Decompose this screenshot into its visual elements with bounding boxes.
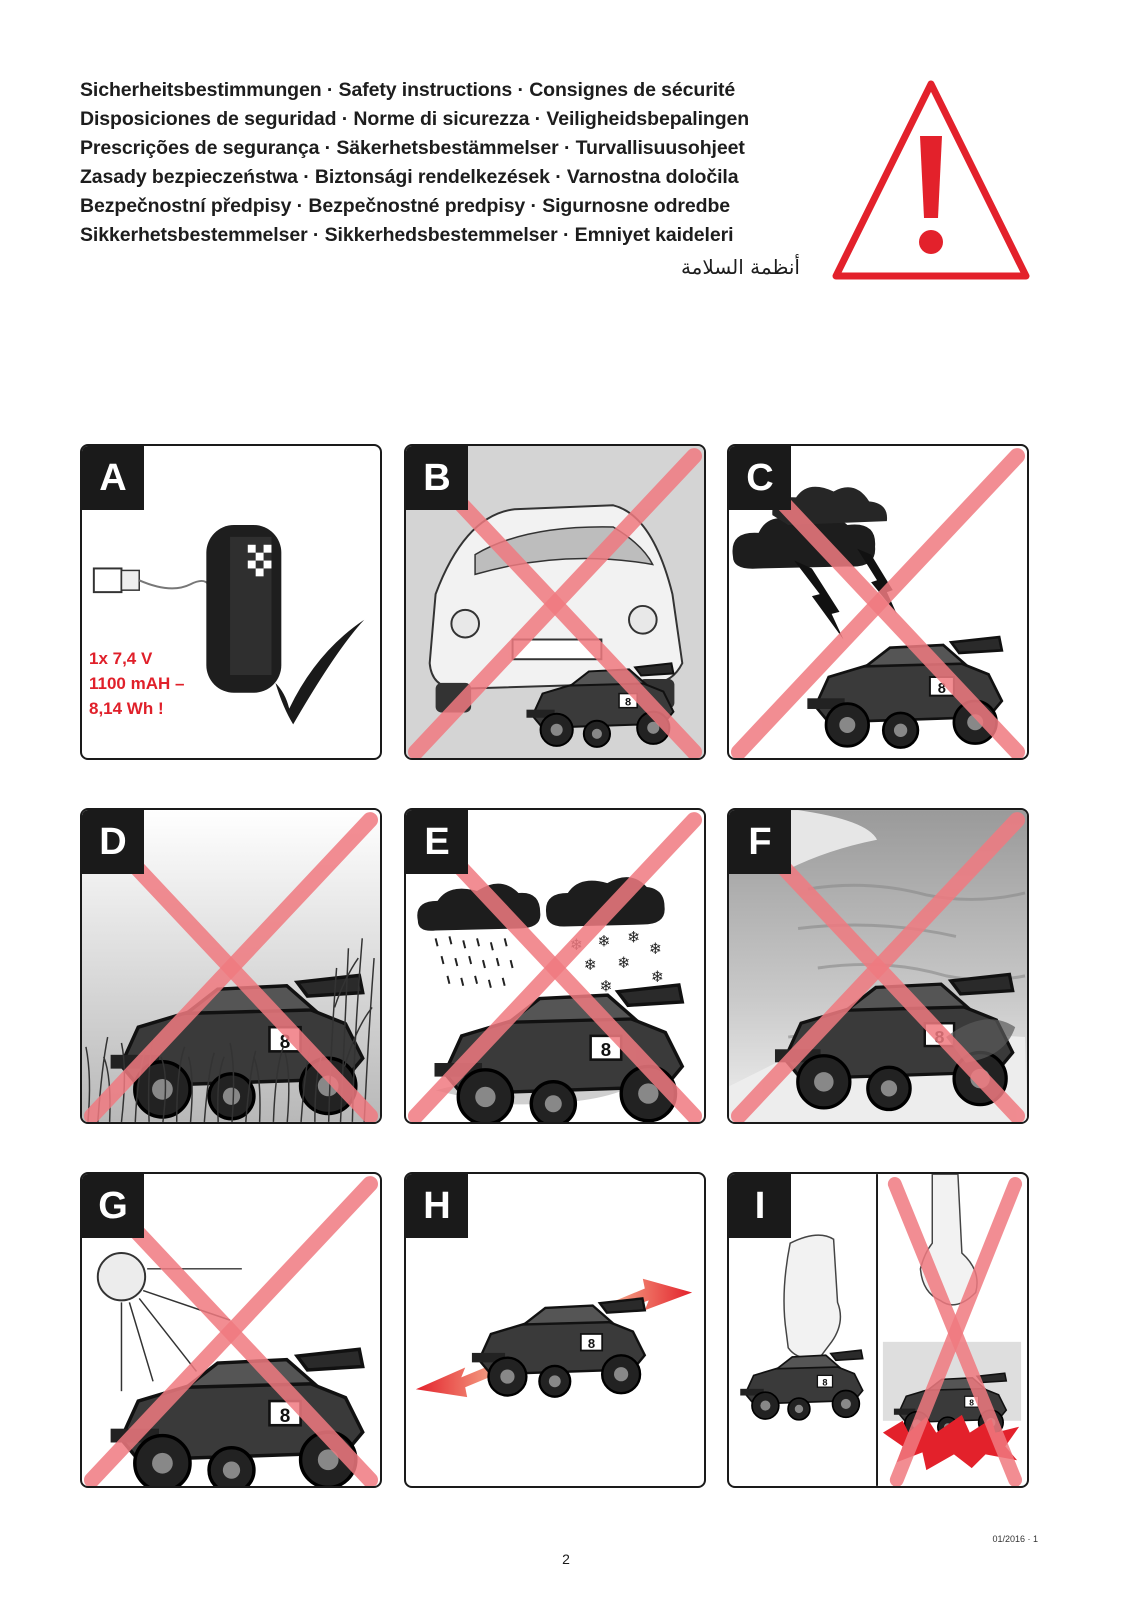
panel-letter: H bbox=[406, 1174, 468, 1238]
svg-text:❄: ❄ bbox=[650, 966, 664, 986]
header-line: Sikkerhetsbestemmelser · Sikkerhedsbestemmelser · Emniyet kaideleri bbox=[80, 224, 734, 246]
warning-triangle-exclamation-icon bbox=[828, 76, 1034, 286]
panel-letter: G bbox=[82, 1174, 144, 1238]
panel-letter: B bbox=[406, 446, 468, 510]
panel-letter: A bbox=[82, 446, 144, 510]
svg-text:❄: ❄ bbox=[583, 954, 597, 974]
document-code: 01/2016 · 1 bbox=[992, 1534, 1038, 1544]
panel-c bbox=[727, 444, 1029, 760]
battery-spec: 1x 7,4 V 1100 mAH – 8,14 Wh ! bbox=[89, 649, 185, 718]
panel-letter: D bbox=[82, 810, 144, 874]
header-line: Zasady bezpieczeństwa · Biztonsági rendelkezések · Varnostna določila bbox=[80, 166, 739, 188]
header-line: Prescrições de segurança · Säkerhetsbestämmelser · Turvallisuusohjeet bbox=[80, 137, 745, 159]
panel-e bbox=[404, 808, 706, 1124]
panel-f bbox=[727, 808, 1029, 1124]
svg-text:❄: ❄ bbox=[627, 927, 641, 947]
panel-d bbox=[80, 808, 382, 1124]
panel-letter: C bbox=[729, 446, 791, 510]
header-line-arabic: أنظمة السلامة bbox=[680, 255, 800, 279]
svg-text:❄: ❄ bbox=[648, 939, 662, 959]
svg-text:❄: ❄ bbox=[597, 931, 611, 951]
panel-letter: I bbox=[729, 1174, 791, 1238]
panel-b bbox=[404, 444, 706, 760]
panel-g bbox=[80, 1172, 382, 1488]
header-line: Sicherheitsbestimmungen · Safety instructions · Consignes de sécurité bbox=[80, 79, 736, 101]
panel-letter: F bbox=[729, 810, 791, 874]
panel-h bbox=[404, 1172, 706, 1488]
safety-header bbox=[80, 76, 860, 284]
panel-letter: E bbox=[406, 810, 468, 874]
header-line: Bezpečnostní předpisy · Bezpečnostné predpisy · Sigurnosne odredbe bbox=[80, 195, 731, 217]
header-line: Disposiciones de seguridad · Norme di sicurezza · Veiligheidsbepalingen bbox=[80, 108, 750, 130]
svg-text:❄: ❄ bbox=[617, 952, 631, 972]
page-number: 2 bbox=[562, 1551, 570, 1567]
panel-i bbox=[727, 1172, 1029, 1488]
panel-a bbox=[80, 444, 382, 760]
svg-text:❄: ❄ bbox=[599, 976, 613, 996]
